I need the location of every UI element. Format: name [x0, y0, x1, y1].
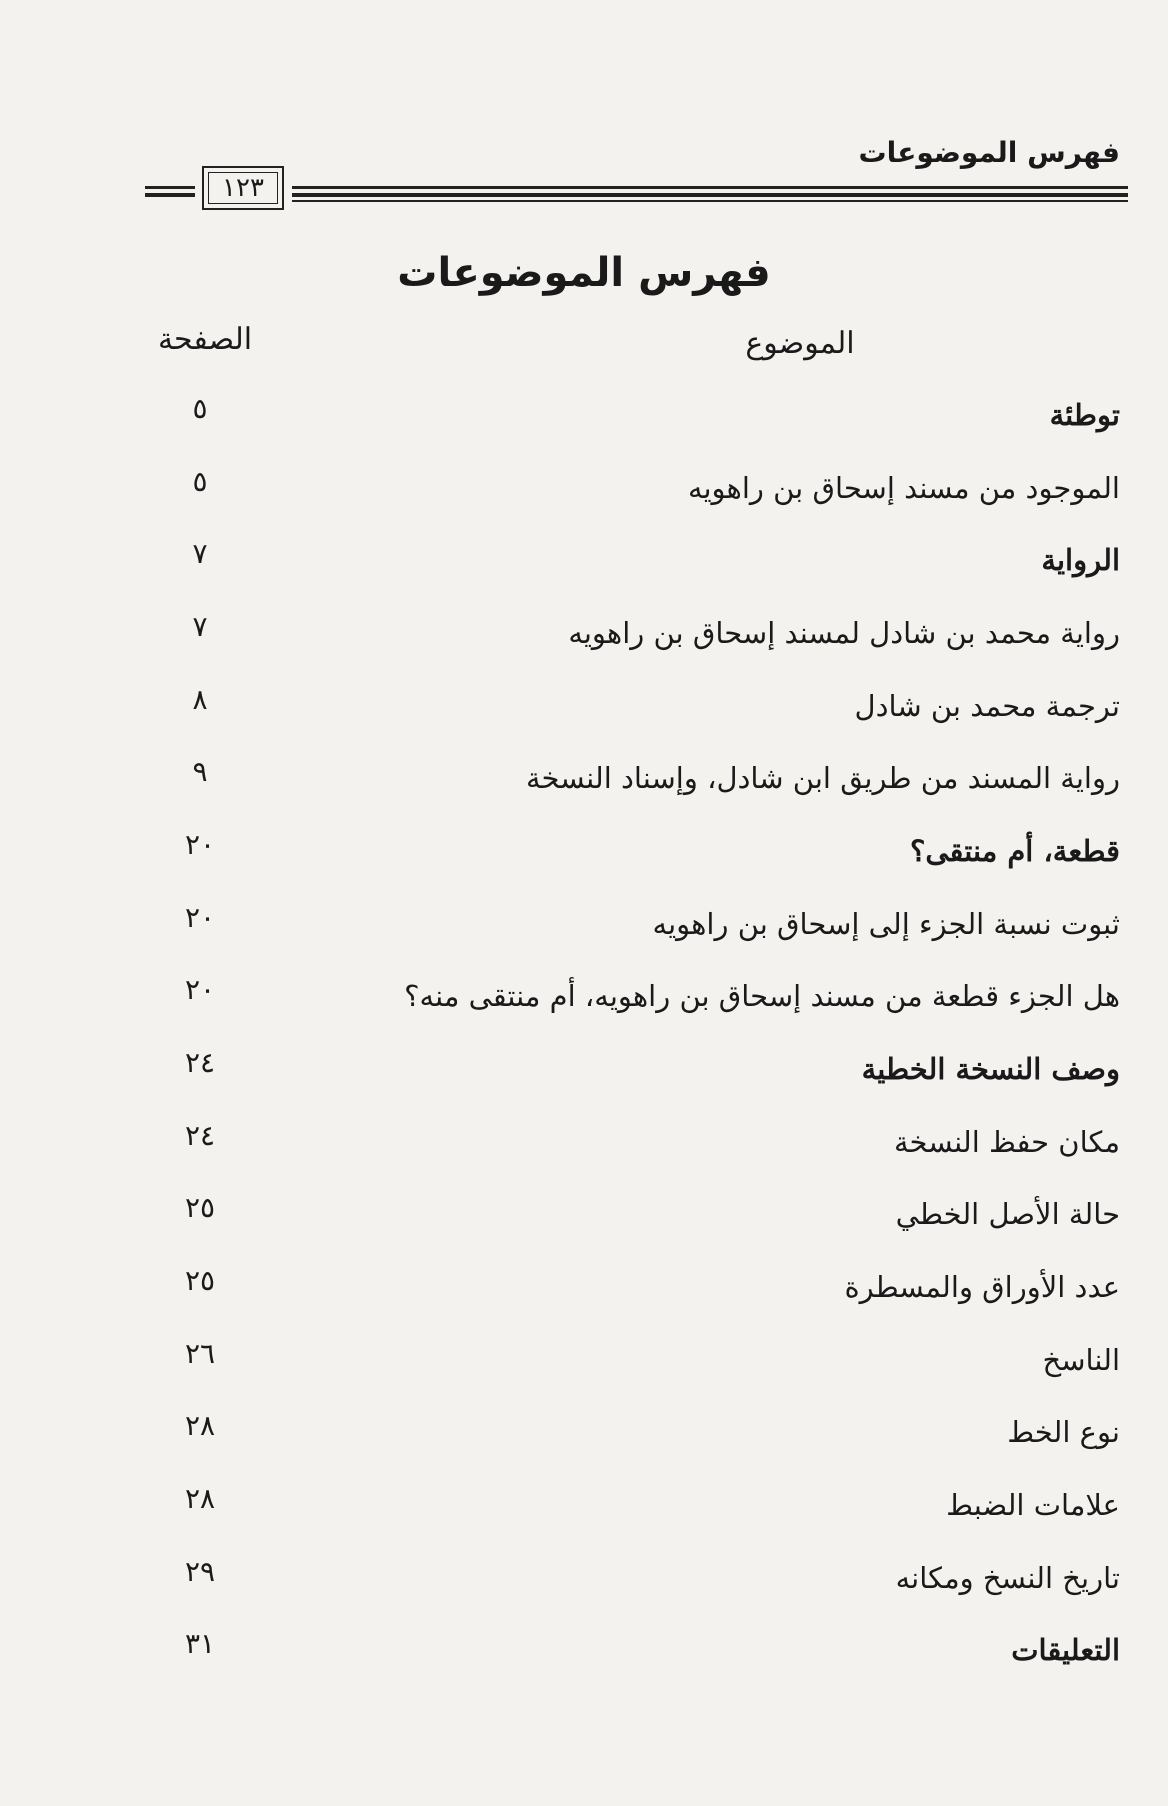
toc-entry-topic: رواية محمد بن شادل لمسند إسحاق بن راهويه: [568, 616, 1120, 650]
toc-entry-topic: رواية المسند من طريق ابن شادل، وإسناد النسخة: [526, 761, 1120, 795]
toc-entry-topic: التعليقات: [1011, 1633, 1120, 1667]
toc-entry-topic: توطئة: [1049, 398, 1120, 432]
running-title: فهرس الموضوعات: [858, 136, 1120, 169]
page-title: فهرس الموضوعات: [397, 250, 771, 296]
toc-entry: [0, 1627, 1168, 1693]
toc-entry: [0, 610, 1168, 676]
toc-entry-page: ٢٠: [184, 828, 216, 861]
toc-entry: [0, 1337, 1168, 1403]
toc-entry: [0, 465, 1168, 531]
toc-entry-topic: قطعة، أم منتقى؟: [909, 834, 1120, 868]
toc-entry-topic: الرواية: [1041, 543, 1120, 577]
toc-entry-topic: علامات الضبط: [946, 1488, 1120, 1522]
toc-entry: [0, 901, 1168, 967]
toc-entry-topic: حالة الأصل الخطي: [895, 1197, 1120, 1231]
toc-entry-topic: ثبوت نسبة الجزء إلى إسحاق بن راهويه: [652, 907, 1120, 941]
toc-entry-page: ٥: [192, 465, 208, 498]
toc-entry-page: ٢٩: [184, 1555, 216, 1588]
toc-entry: [0, 392, 1168, 458]
toc-entry: [0, 1409, 1168, 1475]
column-header-page: الصفحة: [157, 322, 253, 357]
toc-entry-topic: وصف النسخة الخطية: [861, 1052, 1120, 1086]
toc-entry-page: ٣١: [184, 1627, 216, 1660]
toc-entry-page: ٢٠: [184, 973, 216, 1006]
toc-entry-topic: عدد الأوراق والمسطرة: [844, 1270, 1120, 1304]
toc-entry-page: ٨: [192, 683, 208, 716]
toc-entry: [0, 683, 1168, 749]
toc-entry: [0, 755, 1168, 821]
toc-entry: [0, 1482, 1168, 1548]
page-number-text: ١٢٣: [222, 173, 264, 203]
toc-entry: [0, 1264, 1168, 1330]
toc-entry-page: ٢٨: [184, 1482, 216, 1515]
toc-entry-topic: تاريخ النسخ ومكانه: [895, 1561, 1120, 1595]
column-header-topic: الموضوع: [745, 326, 855, 361]
toc-entry-page: ٢٤: [184, 1119, 216, 1152]
toc-entry-page: ٢٦: [184, 1337, 216, 1370]
toc-entry: [0, 1119, 1168, 1185]
toc-entry-page: ٢٨: [184, 1409, 216, 1442]
toc-entry-page: ٢٥: [184, 1191, 216, 1224]
toc-entry-page: ٧: [192, 610, 208, 643]
toc-entry-page: ٢٠: [184, 901, 216, 934]
toc-entry-page: ٩: [192, 755, 208, 788]
toc-entry-topic: نوع الخط: [1007, 1415, 1120, 1449]
toc-entry-topic: هل الجزء قطعة من مسند إسحاق بن راهويه، أم منتقى منه؟: [404, 979, 1120, 1013]
toc-entry-page: ٢٤: [184, 1046, 216, 1079]
toc-entry: [0, 1046, 1168, 1112]
toc-entry-page: ٧: [192, 537, 208, 570]
toc-entry-topic: الناسخ: [1042, 1343, 1120, 1377]
toc-entry: [0, 828, 1168, 894]
toc-entry: [0, 537, 1168, 603]
toc-entry: [0, 973, 1168, 1039]
toc-entry-topic: مكان حفظ النسخة: [893, 1125, 1120, 1159]
toc-entry-topic: ترجمة محمد بن شادل: [854, 689, 1120, 723]
toc-entry-topic: الموجود من مسند إسحاق بن راهويه: [687, 471, 1120, 505]
toc-entry: [0, 1191, 1168, 1257]
toc-entry-page: ٢٥: [184, 1264, 216, 1297]
toc-entry: [0, 1555, 1168, 1621]
toc-entry-page: ٥: [192, 392, 208, 425]
